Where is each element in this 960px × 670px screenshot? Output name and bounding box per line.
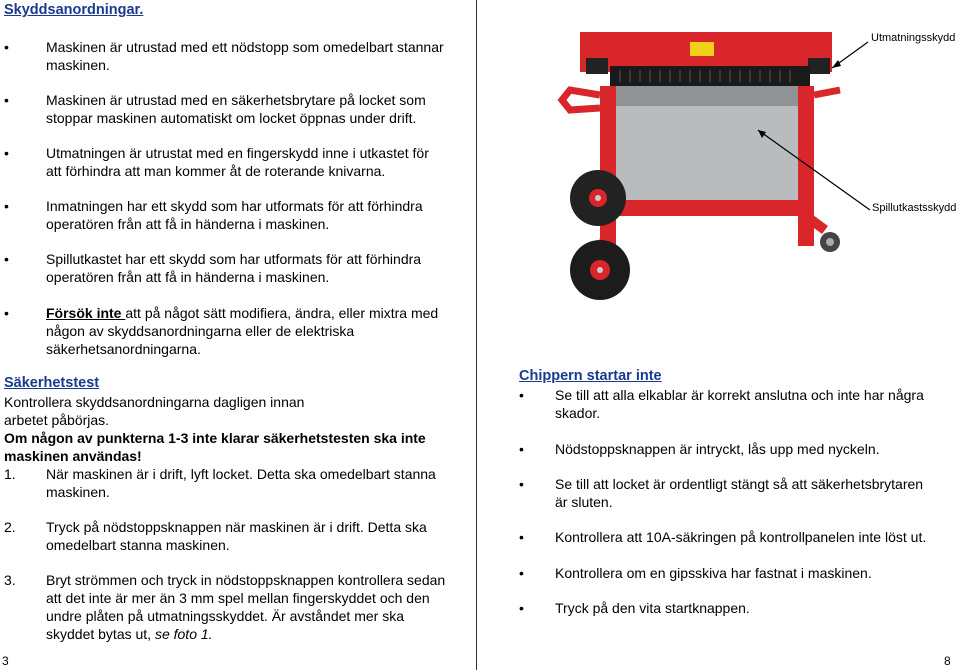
label-spill-guard: Spillutkastsskydd [872,202,957,214]
list-item: • Tryck på den vita startknappen. [519,600,750,616]
warning-item: • Försök inte att på något sätt modifiera, ändra, eller mixtra med någon av skyddsanordningarna eller de elektriska säkerhetsanordningarna. [4,305,439,357]
list-item: • Kontrollera att 10A-säkringen på kontrollpanelen inte löst ut. [519,529,927,545]
page-number-right: 8 [944,654,951,668]
section-heading: Skyddsanordningar. [4,2,144,18]
column-divider [476,0,477,670]
list-item: • Utmatningen är utrustat med en fingerskydd inne i utkastet för att förhindra att man kommer åt de roterande knivarna. [4,145,429,179]
list-item: • Maskinen är utrustad med en säkerhetsbrytare på locket som stoppar maskinen automatiskt om locket öppnas under drift. [4,92,426,126]
list-item: • Kontrollera om en gipsskiva har fastnat i maskinen. [519,565,872,581]
troubleshoot-heading: Chippern startar inte [519,368,662,384]
label-outlet-guard: Utmatningsskydd [871,32,956,44]
list-item: • Spillutkastet har ett skydd som har utformats för att förhindra operatören från att få in händerna i maskinen. [4,251,422,285]
test-step-3: 3. Bryt strömmen och tryck in nödstoppsknappen kontrollera sedan att det inte är mer än 3 mm spel mellan fingerskyddet och den undre plåten på utmatningsskyddet. Är avståndet mer ska skyddet bytas ut, se foto 1. [4,572,446,642]
list-item: • Se till att locket är ordentligt stängt så att säkerhetsbrytaren är sluten. [519,476,924,510]
test-heading: Säkerhetstest [4,375,100,391]
machine-photo [540,20,880,300]
test-step-2: 2. Tryck på nödstoppsknappen när maskinen är i drift. Detta ska omedelbart stanna maskinen. [4,519,427,553]
test-intro: Kontrollera skyddsanordningarna dagligen innan arbetet påbörjas. Om någon av punkterna 1-3 inte klarar säkerhetstesten ska inte maskinen användas! [4,394,426,464]
test-step-1: 1. När maskinen är i drift, lyft locket. Detta ska omedelbart stanna maskinen. [4,466,436,500]
list-item: • Inmatningen har ett skydd som har utformats för att förhindra operatören från att få in händerna i maskinen. [4,198,423,232]
page-number-left: 3 [2,654,9,668]
list-item: • Maskinen är utrustad med ett nödstopp som omedelbart stannar maskinen. [4,39,444,73]
warning-sticker [690,42,714,56]
frame [600,200,814,216]
list-item: • Se till att alla elkablar är korrekt anslutna och inte har några skador. [519,387,924,421]
list-item: • Nödstoppsknappen är intryckt, lås upp med nyckeln. [519,441,880,457]
